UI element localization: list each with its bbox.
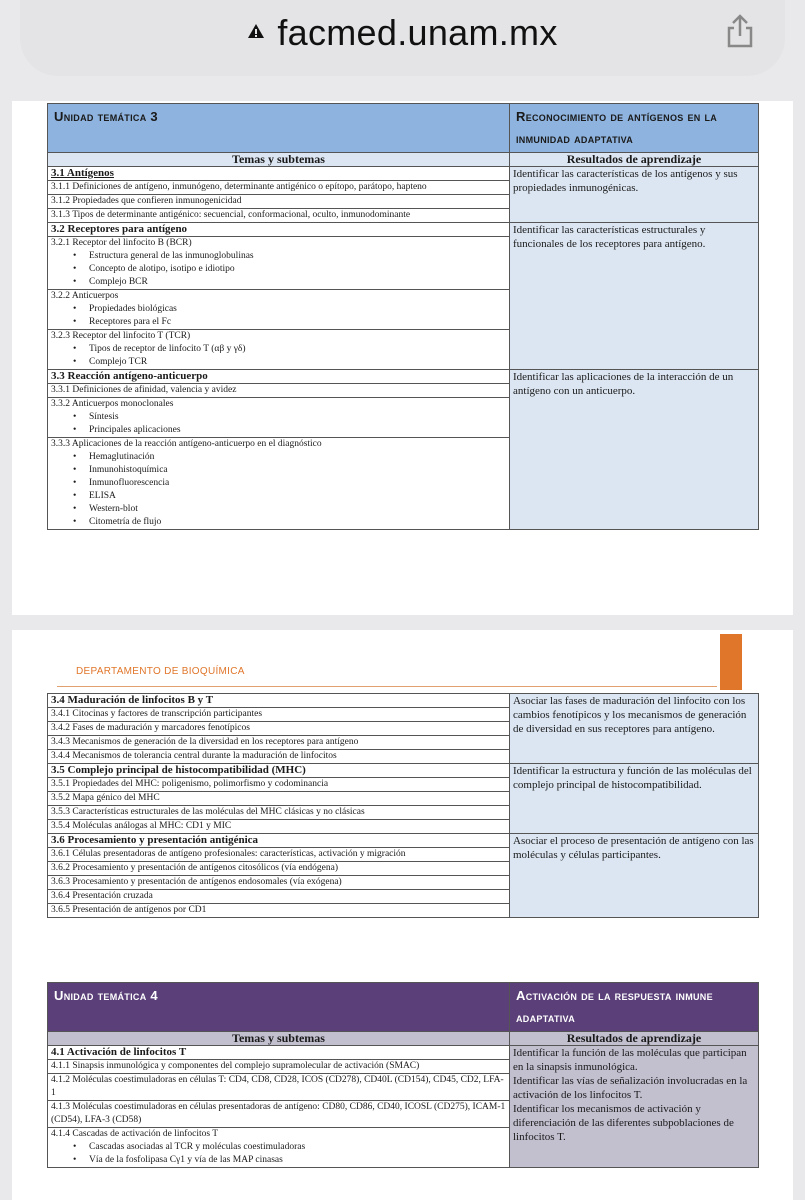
department-name: DEPARTAMENTO DE BIOQUÍMICA — [76, 666, 245, 677]
learning-outcome: Asociar el proceso de presentación de antígeno con las moléculas y células participantes. — [510, 834, 759, 918]
subtopic: 3.3.2 Anticuerpos monoclonales — [51, 399, 174, 409]
subtopic: 3.6.5 Presentación de antígenos por CD1 — [48, 904, 510, 918]
learning-outcome: Identificar la función de las moléculas que participan en la sinapsis inmunológica. — [513, 1047, 747, 1073]
subtopic: 3.6.2 Procesamiento y presentación de antígenos citosólicos (vía endógena) — [48, 862, 510, 876]
unit3-topic: Reconocimiento de antígenos en la inmunidad adaptativa — [510, 104, 759, 153]
list-item: • Concepto de alotipo, isotipo e idiotipo — [51, 263, 506, 276]
section-title: 3.1 Antígenos — [48, 167, 510, 181]
subtopic: 3.4.3 Mecanismos de generación de la diversidad en los receptores para antígeno — [48, 736, 510, 750]
section-title: 4.1 Activación de linfocitos T — [48, 1046, 510, 1060]
subtopic: 3.4.1 Citocinas y factores de transcripción participantes — [48, 708, 510, 722]
list-item: • Western-blot — [51, 503, 506, 516]
subtopic: 3.2.2 Anticuerpos — [51, 291, 119, 301]
list-item: • Propiedades biológicas — [51, 303, 506, 316]
learning-outcome-group — [510, 1046, 759, 1168]
subtopic: 3.3.3 Aplicaciones de la reacción antígeno-anticuerpo en el diagnóstico — [51, 439, 322, 449]
unit3-continued-table — [47, 693, 759, 918]
subtopic-group — [48, 237, 510, 290]
share-icon[interactable] — [723, 12, 757, 50]
warning-icon — [247, 23, 265, 44]
unit3-title: Unidad temática 3 — [48, 104, 510, 153]
list-item: • Tipos de receptor de linfocito T (αβ y γδ) — [51, 343, 506, 356]
subtopic: 3.4.4 Mecanismos de tolerancia central durante la maduración de linfocitos — [48, 750, 510, 764]
subtopic: 3.2.3 Receptor del linfocito T (TCR) — [51, 331, 191, 341]
subtopic: 3.2.1 Receptor del linfocito B (BCR) — [51, 238, 192, 248]
learning-outcome: Identificar las características de los antígenos y sus propiedades inmunogénicas. — [510, 167, 759, 223]
unit4-title: Unidad temática 4 — [48, 983, 510, 1032]
col-head-outcomes: Resultados de aprendizaje — [510, 1032, 759, 1046]
subtopic: 3.5.3 Características estructurales de las moléculas del MHC clásicas y no clásicas — [48, 806, 510, 820]
list-item: • Inmunohistoquímica — [51, 464, 506, 477]
section-title: 3.3 Reacción antígeno-anticuerpo — [48, 370, 510, 384]
list-item: • Estructura general de las inmunoglobulinas — [51, 250, 506, 263]
subtopic: 3.1.3 Tipos de determinante antigénico: secuencial, conformacional, oculto, inmunodominante — [48, 209, 510, 223]
subtopic: 4.1.2 Moléculas coestimuladoras en células T: CD4, CD8, CD28, ICOS (CD278), CD40L (CD154), CD45, CD2, LFA-1 — [48, 1074, 510, 1101]
list-item: • Síntesis — [51, 411, 506, 424]
section-title: 3.2 Receptores para antígeno — [48, 223, 510, 237]
document-page-2 — [12, 630, 793, 1200]
subtopic: 3.1.2 Propiedades que confieren inmunogenicidad — [48, 195, 510, 209]
learning-outcome: Asociar las fases de maduración del linfocito con los cambios fenotípicos y los mecanismos de generación de diversidad en sus receptores para antígeno. — [510, 694, 759, 764]
subtopic: 3.3.1 Definiciones de afinidad, valencia y avidez — [48, 384, 510, 398]
url-text[interactable]: facmed.unam.mx — [277, 12, 558, 53]
subtopic: 4.1.1 Sinapsis inmunológica y componentes del complejo supramolecular de activación (SMAC) — [48, 1060, 510, 1074]
col-head-topics: Temas y subtemas — [48, 153, 510, 167]
subtopic: 3.4.2 Fases de maduración y marcadores fenotípicos — [48, 722, 510, 736]
col-head-topics: Temas y subtemas — [48, 1032, 510, 1046]
subtopic-group — [48, 438, 510, 530]
subtopic: 4.1.3 Moléculas coestimuladoras en células presentadoras de antígeno: CD80, CD86, CD40, ICOSL (CD275), ICAM-1 (CD54), LFA-3 (CD58) — [48, 1101, 510, 1128]
subtopic: 3.5.1 Propiedades del MHC: poligenismo, polimorfismo y codominancia — [48, 778, 510, 792]
subtopic-group — [48, 398, 510, 438]
section-title: 3.6 Procesamiento y presentación antigénica — [48, 834, 510, 848]
list-item: • Cascadas asociadas al TCR y moléculas coestimuladoras — [51, 1141, 506, 1154]
col-head-outcomes: Resultados de aprendizaje — [510, 153, 759, 167]
learning-outcome: Identificar los mecanismos de activación y diferenciación de las diferentes subpoblaciones de linfocitos T. — [513, 1103, 734, 1143]
unit3-table — [47, 103, 759, 530]
subtopic-group — [48, 330, 510, 370]
unit4-table — [47, 982, 759, 1168]
list-item: • Principales aplicaciones — [51, 424, 506, 437]
subtopic: 3.5.4 Moléculas análogas al MHC: CD1 y MIC — [48, 820, 510, 834]
subtopic: 3.6.4 Presentación cruzada — [48, 890, 510, 904]
subtopic: 4.1.4 Cascadas de activación de linfocitos T — [51, 1129, 219, 1139]
list-item: • Vía de la fosfolipasa Cγ1 y vía de las MAP cinasas — [51, 1154, 506, 1167]
list-item: • Hemaglutinación — [51, 451, 506, 464]
section-title: 3.4 Maduración de linfocitos B y T — [48, 694, 510, 708]
learning-outcome: Identificar las características estructurales y funcionales de los receptores para antígeno. — [510, 223, 759, 370]
list-item: • ELISA — [51, 490, 506, 503]
subtopic-group — [48, 290, 510, 330]
learning-outcome: Identificar las vías de señalización involucradas en la activación de los linfocitos T. — [513, 1075, 748, 1101]
subtopic: 3.5.2 Mapa génico del MHC — [48, 792, 510, 806]
learning-outcome: Identificar la estructura y función de las moléculas del complejo principal de histocompatibilidad. — [510, 764, 759, 834]
unit4-topic: Activación de la respuesta inmune adaptativa — [510, 983, 759, 1032]
list-item: • Inmunofluorescencia — [51, 477, 506, 490]
subtopic: 3.1.1 Definiciones de antígeno, inmunógeno, determinante antigénico o epítopo, parátopo, hapteno — [48, 181, 510, 195]
list-item: • Citometría de flujo — [51, 516, 506, 529]
section-title: 3.5 Complejo principal de histocompatibilidad (MHC) — [48, 764, 510, 778]
header-divider — [57, 686, 717, 687]
list-item: • Complejo BCR — [51, 276, 506, 289]
subtopic-group — [48, 1128, 510, 1168]
header-accent-bar — [720, 634, 742, 690]
list-item: • Complejo TCR — [51, 356, 506, 369]
list-item: • Receptores para el Fc — [51, 316, 506, 329]
subtopic: 3.6.1 Células presentadoras de antígeno profesionales: características, activación y migración — [48, 848, 510, 862]
url-bar[interactable] — [20, 0, 785, 76]
document-page-1 — [12, 101, 793, 615]
subtopic: 3.6.3 Procesamiento y presentación de antígenos endosomales (vía exógena) — [48, 876, 510, 890]
learning-outcome: Identificar las aplicaciones de la interacción de un antígeno con un anticuerpo. — [510, 370, 759, 530]
